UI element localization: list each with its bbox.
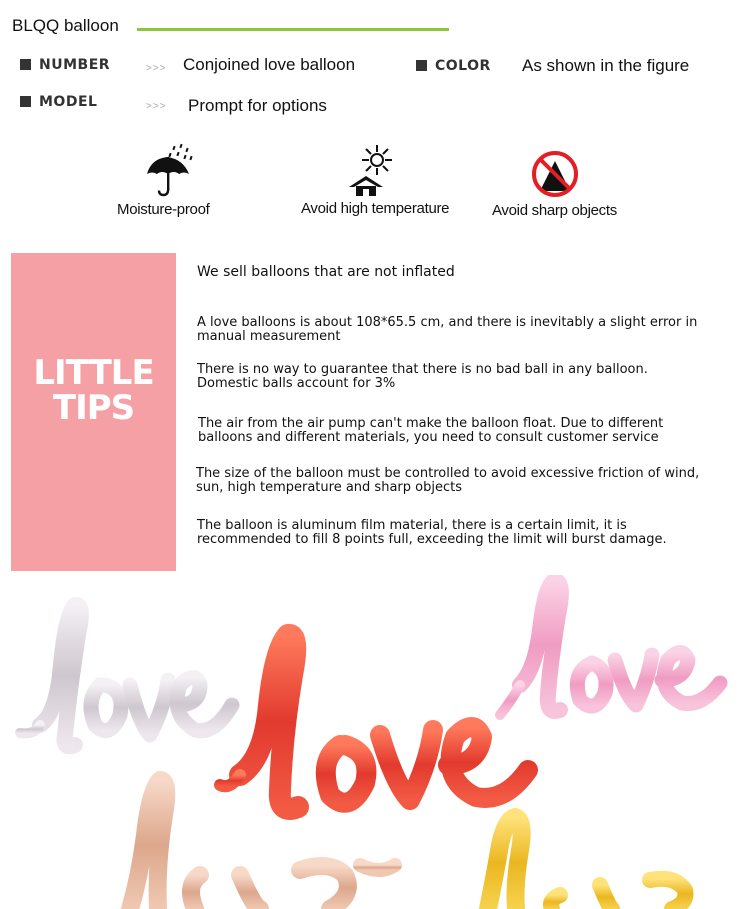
spec-value-color: As shown in the figure <box>522 56 690 75</box>
tip-item: A love balloons is about 108*65.5 cm, and there is inevitably a slight error in manual measurement <box>197 315 698 344</box>
feature-label-sharp: Avoid sharp objects <box>492 202 617 219</box>
feature-label-temperature: Avoid high temperature <box>301 200 450 217</box>
spec-arrow: >>> <box>146 63 167 74</box>
tip-item: The air from the air pump can't make the balloon float. Due to different balloons and different materials, you need to consult customer service <box>198 416 664 445</box>
tip-item: The balloon is aluminum film material, there is a certain limit, it is recommended to fill 8 points full, exceeding the limit will burst damage. <box>197 518 667 547</box>
no-sharp-icon <box>530 149 580 199</box>
umbrella-icon <box>143 142 195 198</box>
spec-value-number: Conjoined love balloon <box>183 55 356 74</box>
spec-key-number <box>20 57 110 73</box>
spec-key-color-label: COLOR <box>435 58 491 74</box>
love-balloons-illustration <box>0 575 750 909</box>
tip-item: There is no way to guarantee that there is no bad ball in any balloon. Domestic balls account for 3% <box>197 362 648 391</box>
tip-item: The size of the balloon must be controlled to avoid excessive friction of wind, sun, high temperature and sharp objects <box>196 466 700 495</box>
red-balloon <box>220 635 528 809</box>
sun-house-icon <box>347 143 399 197</box>
gold-balloon <box>488 817 685 909</box>
tips-title-line2: TIPS <box>52 388 135 428</box>
spec-key-model <box>20 94 97 110</box>
spec-key-model-label: MODEL <box>39 94 98 110</box>
square-bullet-icon <box>20 59 31 70</box>
pink-balloon <box>500 580 720 715</box>
brand-accent-line <box>137 28 449 31</box>
square-bullet-icon <box>20 96 31 107</box>
spec-key-number-label: NUMBER <box>39 57 111 73</box>
tips-title-line1: LITTLE <box>33 353 154 393</box>
square-bullet-icon <box>416 60 427 71</box>
feature-label-moisture: Moisture-proof <box>117 201 210 218</box>
tips-panel <box>11 253 176 571</box>
tips-title <box>11 353 176 428</box>
spec-value-model: Prompt for options <box>188 96 327 115</box>
tip-item: We sell balloons that are not inflated <box>197 264 455 280</box>
brand-name: BLQQ balloon <box>12 16 119 35</box>
spec-key-color <box>416 58 491 74</box>
silver-balloon <box>20 605 232 746</box>
spec-arrow: >>> <box>146 101 167 112</box>
